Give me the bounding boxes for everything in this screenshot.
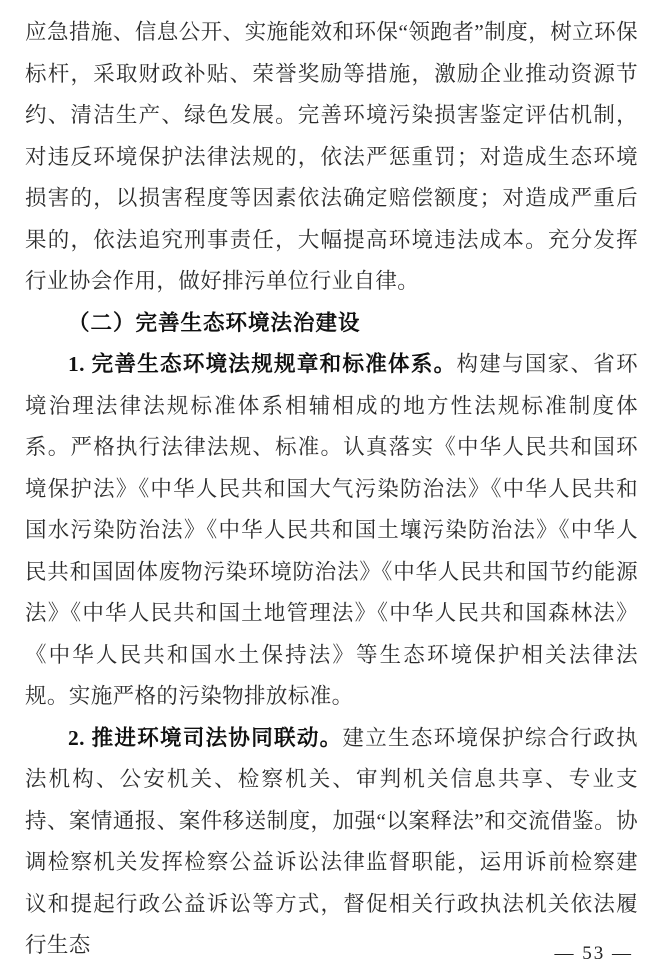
document-body bbox=[25, 12, 638, 967]
item-1-body: 构建与国家、省环境治理法律法规标准体系相辅相成的地方性法规标准制度体系。严格执行法律法规、标准。认真落实《中华人民共和国环境保护法》《中华人民共和国大气污染防治法》《中华人民共和国水污染防治法》《中华人民共和国土壤污染防治法》《中华人民共和国固体废物污染环境防治法》《中华人民共和国节约能源法》《中华人民共和国土地管理法》《中华人民共和国森林法》《中华人民共和国水土保持法》等生态环境保护相关法律法规。实施严格的污染物排放标准。 bbox=[25, 352, 638, 708]
numbered-item-2 bbox=[25, 718, 638, 967]
page-number: — 53 — bbox=[554, 943, 633, 964]
item-2-lead: 2. 推进环境司法协同联动。 bbox=[68, 725, 343, 750]
paragraph-continuation: 应急措施、信息公开、实施能效和环保“领跑者”制度，树立环保标杆，采取财政补贴、荣誉奖励等措施，激励企业推动资源节约、清洁生产、绿色发展。完善环境污染损害鉴定评估机制，对违反环境保护法律法规的，依法严惩重罚；对造成生态环境损害的，以损害程度等因素依法确定赔偿额度；对造成严重后果的，依法追究刑事责任，大幅提高环境违法成本。充分发挥行业协会作用，做好排污单位行业自律。 bbox=[25, 20, 638, 293]
item-1-lead: 1. 完善生态环境法规规章和标准体系。 bbox=[68, 352, 457, 376]
item-2-body: 建立生态环境保护综合行政执法机构、公安机关、检察机关、审判机关信息共享、专业支持、案情通报、案件移送制度，加强“以案释法”和交流借鉴。协调检察机关发挥检察公益诉讼法律监督职能，运用诉前检察建议和提起行政公益诉讼等方式，督促相关行政执法机关依法履行生态 bbox=[25, 725, 638, 957]
numbered-item-1 bbox=[25, 344, 638, 718]
section-heading: （二）完善生态环境法治建设 bbox=[68, 310, 361, 335]
